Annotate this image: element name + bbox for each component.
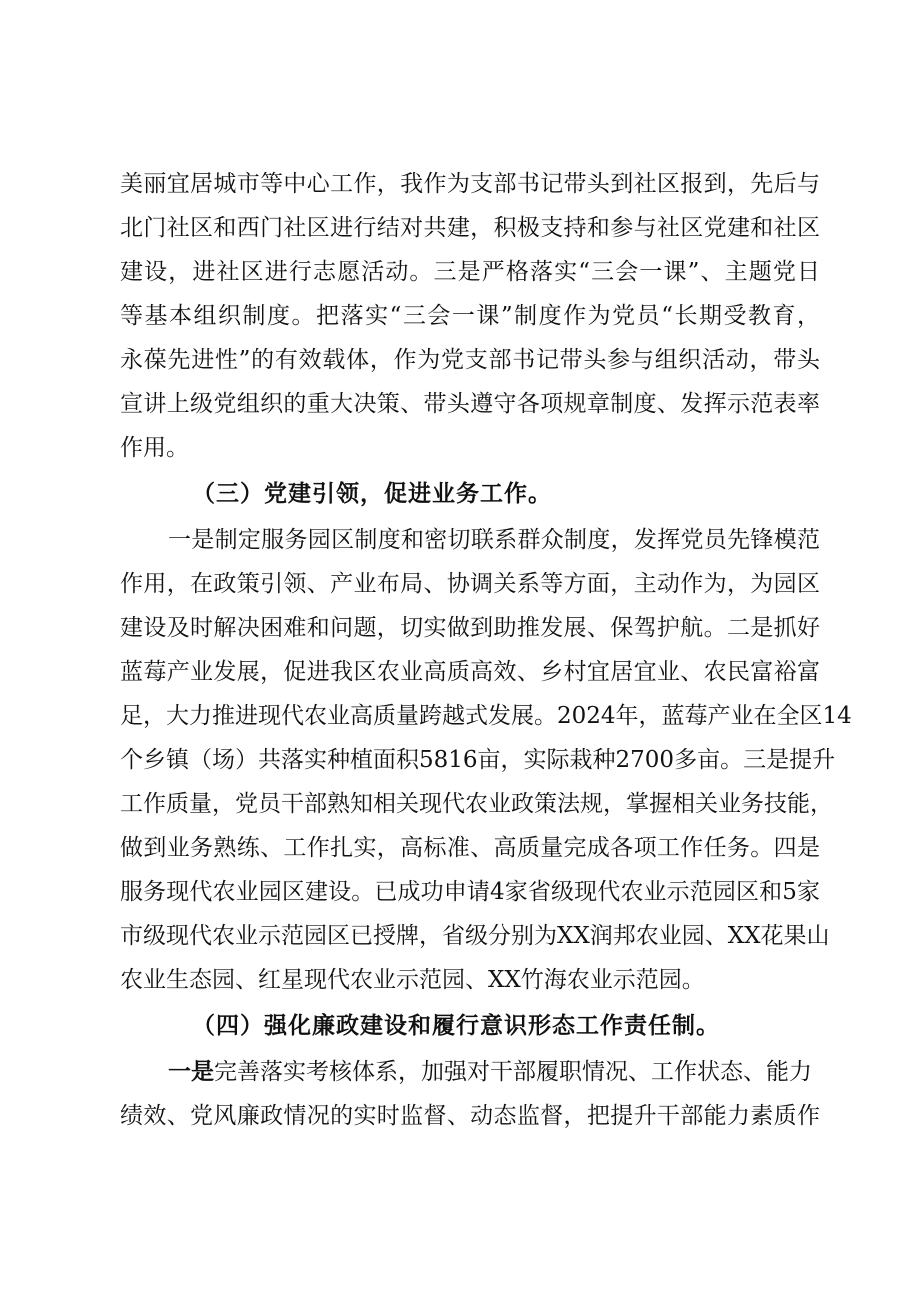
body-line: 服务现代农业园区建设。已成功申请4家省级现代农业示范园区和5家: [120, 879, 820, 905]
body-line: 作用。: [120, 435, 189, 461]
body-line: 绩效、党风廉政情况的实时监督、动态监督，把提升干部能力素质作: [120, 1103, 820, 1129]
section-heading-4: （四）强化廉政建设和履行意识形态工作责任制。: [192, 1012, 720, 1039]
body-line: 蓝莓产业发展，促进我区农业高质高效、乡村宜居宜业、农民富裕富: [120, 659, 820, 685]
body-line: 市级现代农业示范园区已授牌，省级分别为XX润邦农业园、XX花果山: [120, 923, 830, 949]
body-line: 美丽宜居城市等中心工作，我作为支部书记带头到社区报到，先后与: [120, 171, 820, 197]
body-line: 北门社区和西门社区进行结对共建，积极支持和参与社区党建和社区: [120, 215, 820, 241]
body-line: 等基本组织制度。把落实“三会一课”制度作为党员“长期受教育，: [120, 303, 820, 329]
body-line: 个乡镇（场）共落实种植面积5816亩，实际栽种2700多亩。三是提升: [120, 747, 836, 773]
body-line: 农业生态园、红星现代农业示范园、XX竹海农业示范园。: [120, 967, 705, 993]
body-line: 一是制定服务园区制度和密切联系群众制度，发挥党员先锋模范: [168, 527, 820, 553]
lead-bold-text: 一是: [168, 1058, 214, 1085]
body-line: 建设，进社区进行志愿活动。三是严格落实“三会一课”、主题党日: [120, 259, 820, 285]
body-line: 工作质量，党员干部熟知相关现代农业政策法规，掌握相关业务技能，: [120, 791, 833, 817]
section-heading-3: （三）党建引领，促进业务工作。: [192, 480, 552, 507]
body-line: 宣讲上级党组织的重大决策、带头遵守各项规章制度、发挥示范表率: [120, 391, 820, 417]
body-line-lead: [168, 1050, 820, 1094]
body-line: 建设及时解决困难和问题，切实做到助推发展、保驾护航。二是抓好: [120, 615, 820, 641]
body-line: 作用，在政策引领、产业布局、协调关系等方面，主动作为，为园区: [120, 571, 820, 597]
lead-line-rest: 完善落实考核体系，加强对干部履职情况、工作状态、能力: [214, 1059, 812, 1085]
body-line: 做到业务熟练、工作扎实，高标准、高质量完成各项工作任务。四是: [120, 835, 820, 861]
body-line: 永葆先进性”的有效载体，作为党支部书记带头参与组织活动，带头: [120, 347, 820, 373]
body-line: 足，大力推进现代农业高质量跨越式发展。2024年，蓝莓产业在全区14: [120, 703, 852, 729]
